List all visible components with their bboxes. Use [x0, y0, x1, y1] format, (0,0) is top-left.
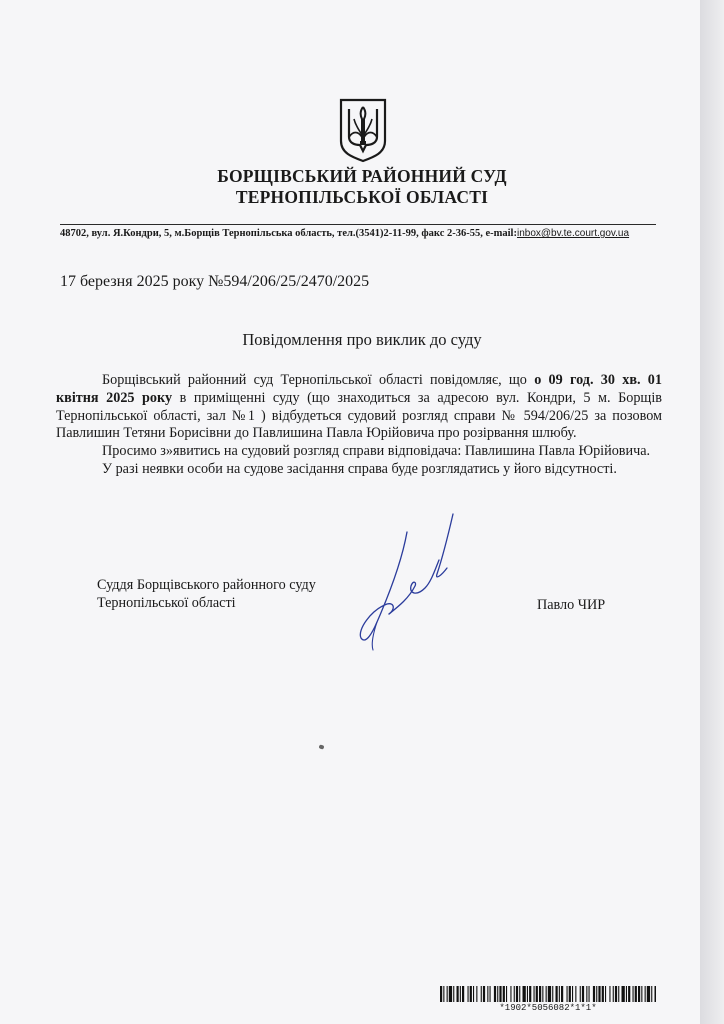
- page-edge: [700, 0, 724, 1024]
- address-text: 48702, вул. Я.Кондри, 5, м.Борщів Тернопільська область, тел.(3541)2-11-99, факс 2-36-55, e-mail:: [60, 228, 517, 239]
- notice-paragraph-1: [56, 372, 662, 443]
- judge-title: [97, 576, 316, 612]
- judge-title-line1: Суддя Борщівського районного суду: [97, 577, 316, 593]
- notice-paragraph-3: У разі неявки особи на судове засідання справа буде розглядатись у його відсутності.: [102, 460, 617, 477]
- p1-lead: Борщівський районний суд Тернопільської області повідомляє, що: [102, 372, 535, 388]
- hearing-datetime: о 09 год. 30 хв. 01 квітня 2025 року: [56, 372, 662, 406]
- notice-paragraph-2: Просимо з»явитись на судовий розгляд справи відповідача: Павлишина Павла Юрійовича.: [102, 443, 651, 460]
- p1-rest: в приміщенні суду (що знаходиться за адресою вул. Кондри, 5 м. Борщів Тернопільської області, зал №1 ) відбудеться судовий розгляд справи № 594/206/25 за позовом Павлишин Тетяни Борисівни до Павлишина Павла Юрійовича про розірвання шлюбу.: [56, 389, 662, 442]
- document-barcode: [440, 986, 656, 1002]
- date-and-reference-number: 17 березня 2025 року №594/206/25/2470/2025: [60, 273, 370, 290]
- document-title: Повідомлення про виклик до суду: [242, 330, 482, 349]
- judge-title-line2: Тернопільської області: [97, 595, 236, 611]
- court-address: [60, 228, 629, 239]
- email-link[interactable]: inbox@bv.te.court.gov.ua: [516, 228, 630, 239]
- trident-emblem-icon: [338, 97, 388, 163]
- court-name-line1: БОРЩІВСЬКИЙ РАЙОННИЙ СУД: [217, 166, 507, 186]
- header-divider: [60, 224, 656, 225]
- court-name-line2: ТЕРНОПІЛЬСЬКОЇ ОБЛАСТІ: [235, 187, 489, 207]
- barcode-number: *1902*5056082*1*1*: [499, 1003, 597, 1013]
- notice-body: [56, 372, 662, 479]
- handwritten-signature: [355, 510, 465, 655]
- judge-name: Павло ЧИР: [537, 597, 606, 613]
